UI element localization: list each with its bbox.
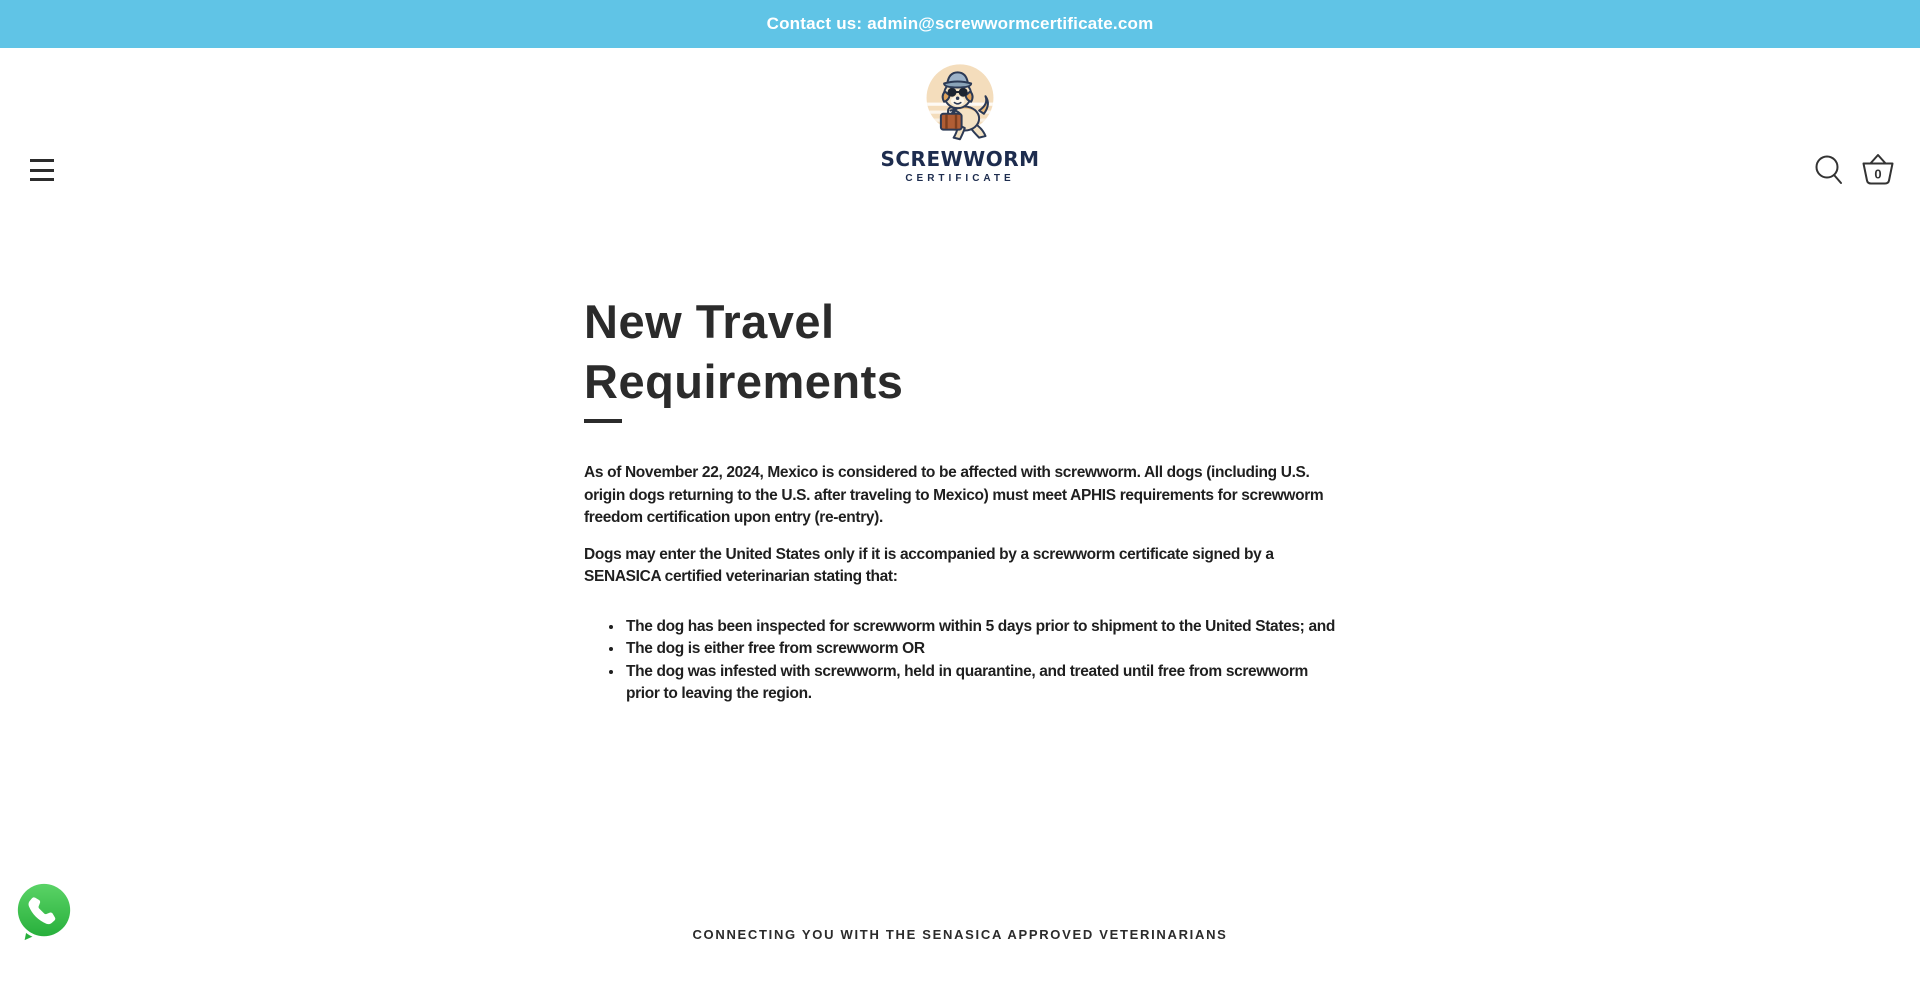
hamburger-menu-icon[interactable] — [30, 159, 54, 181]
whatsapp-icon[interactable] — [13, 881, 75, 943]
dog-mascot-icon — [912, 58, 1008, 144]
hamburger-bar — [30, 169, 54, 172]
search-icon[interactable] — [1812, 152, 1846, 188]
list-item: • The dog has been inspected for screwworm within 5 days prior to shipment to the United States; and — [624, 616, 1339, 639]
paragraph: As of November 22, 2024, Mexico is considered to be affected with screwworm. All dogs (including U.S. origin dogs returning to the U.S. after traveling to Mexico) must meet APHIS requirements for screwworm freedom certification upon entry (re-entry). — [584, 464, 1324, 526]
main-content — [584, 198, 1346, 706]
contact-text: Contact us: admin@screwwormcertificate.com — [766, 14, 1154, 33]
site-header — [0, 48, 1920, 198]
basket-icon[interactable] — [1858, 152, 1898, 188]
footer — [0, 926, 1920, 944]
announcement-bar — [0, 0, 1920, 48]
header-actions — [1812, 152, 1898, 188]
hamburger-bar — [30, 178, 54, 181]
logo-title: SCREWWORM — [880, 147, 1040, 171]
page-title: New Travel Requirements — [584, 295, 904, 408]
paragraph: Dogs may enter the United States only if it is accompanied by a screwworm certificate signed by a SENASICA certified veterinarian stating that: — [584, 545, 1274, 585]
list-item: • The dog is either free from screwworm OR — [624, 638, 1339, 661]
cart-count-badge: 0 — [1874, 166, 1882, 182]
hamburger-bar — [30, 159, 54, 162]
site-logo[interactable] — [880, 58, 1040, 184]
requirements-list — [584, 616, 1346, 706]
title-underline — [584, 419, 622, 423]
logo-subtitle: CERTIFICATE — [905, 173, 1015, 184]
footer-tagline: CONNECTING YOU WITH THE SENASICA APPROVED VETERINARIANS — [692, 927, 1228, 942]
list-item: • The dog was infested with screwworm, held in quarantine, and treated until free from screwworm prior to leaving the region. — [624, 661, 1339, 706]
